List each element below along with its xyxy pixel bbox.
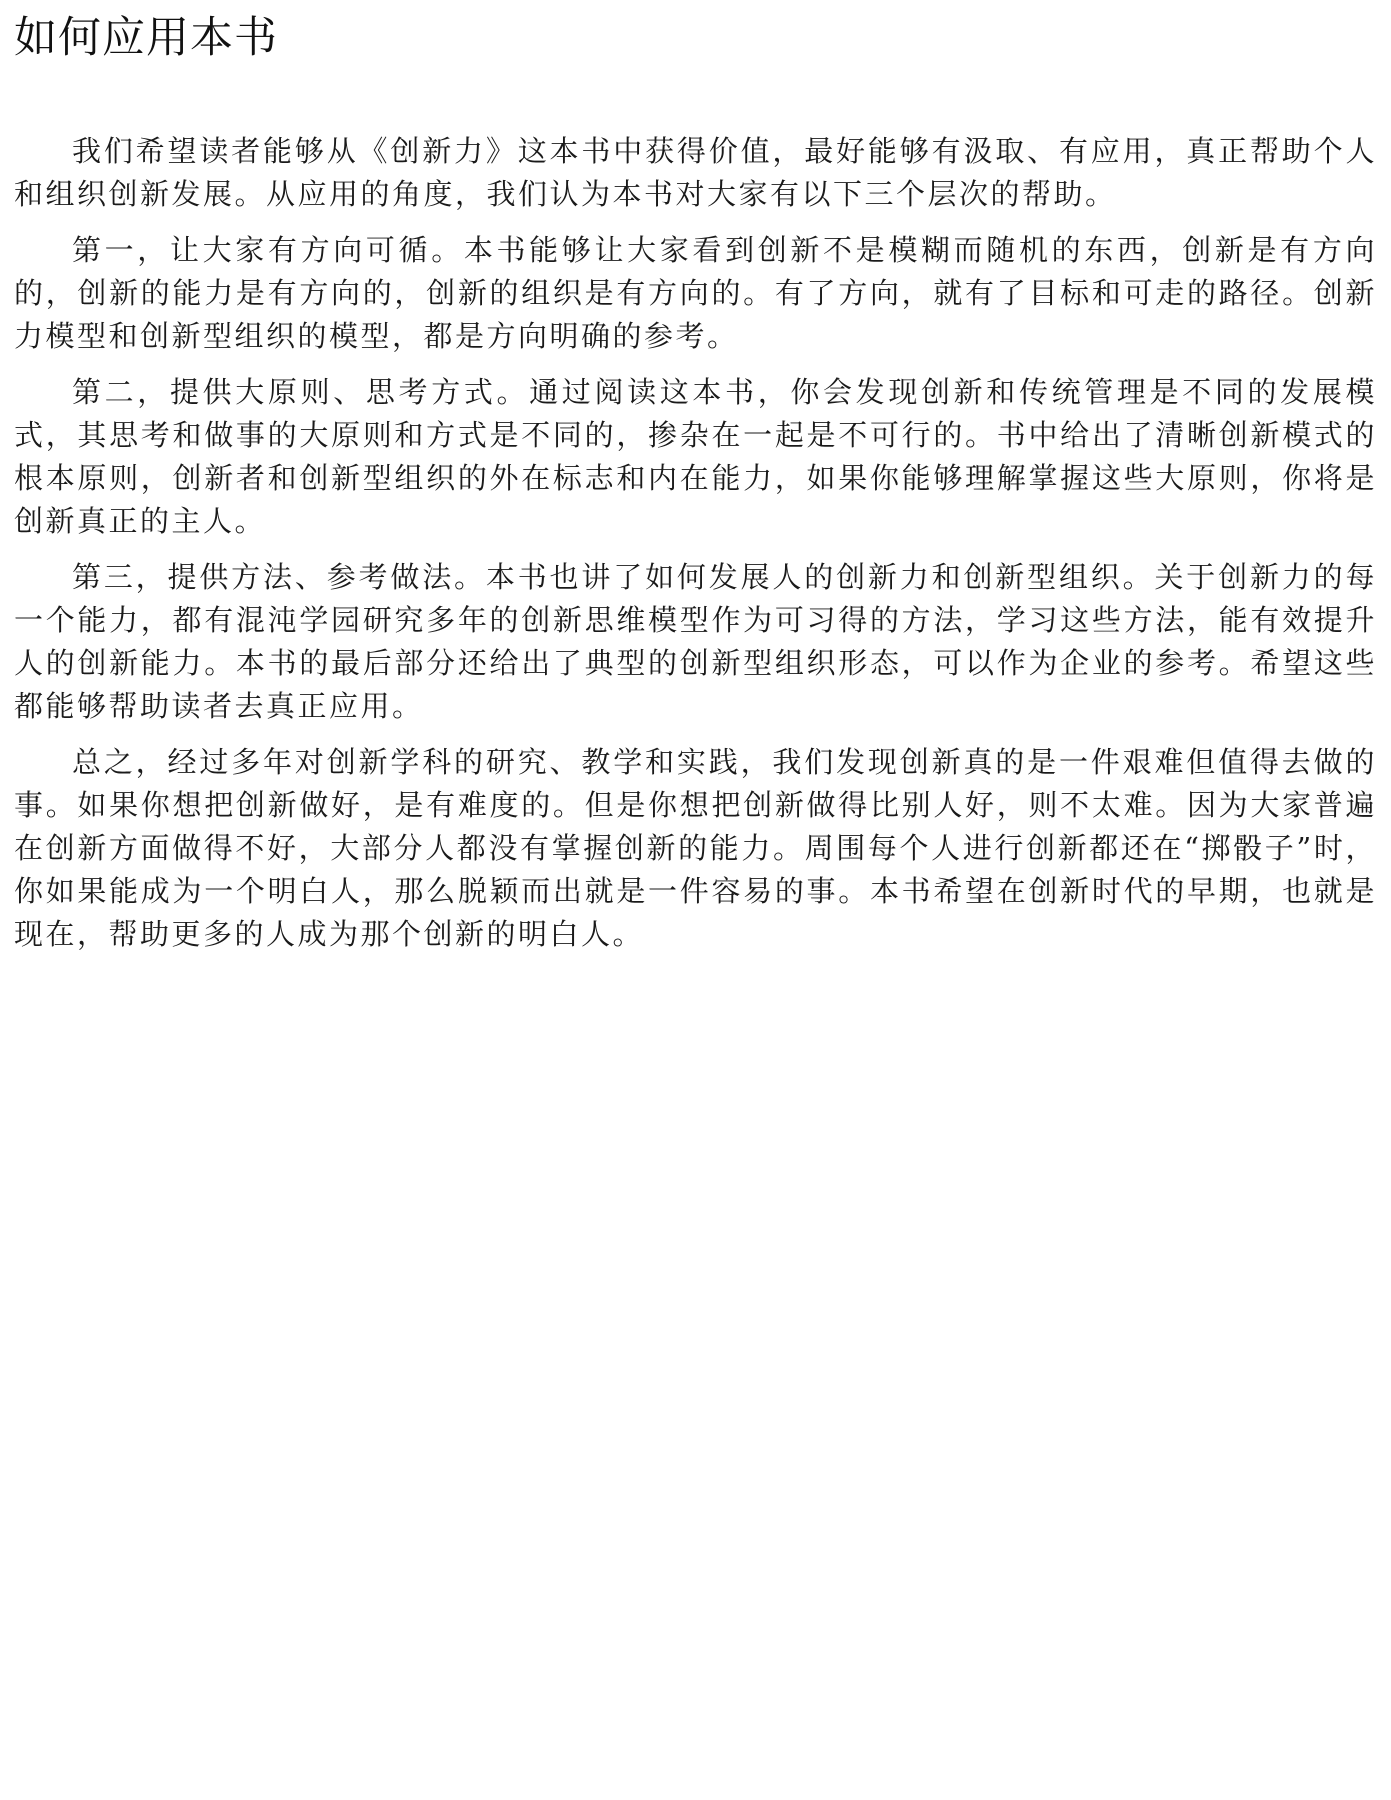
paragraph-third-point: 第三，提供方法、参考做法。本书也讲了如何发展人的创新力和创新型组织。关于创新力的每一个能力，都有混沌学园研究多年的创新思维模型作为可习得的方法，学习这些方法，能有效提升人的创新能力。本书的最后部分还给出了典型的创新型组织形态，可以作为企业的参考。希望这些都能够帮助读者去真正应用。 <box>14 560 1377 723</box>
paragraph-intro: 我们希望读者能够从《创新力》这本书中获得价值，最好能够有汲取、有应用，真正帮助个人和组织创新发展。从应用的角度，我们认为本书对大家有以下三个层次的帮助。 <box>14 134 1377 211</box>
paragraph-second-point: 第二，提供大原则、思考方式。通过阅读这本书，你会发现创新和传统管理是不同的发展模式，其思考和做事的大原则和方式是不同的，掺杂在一起是不可行的。书中给出了清晰创新模式的根本原则，创新者和创新型组织的外在标志和内在能力，如果你能够理解掌握这些大原则，你将是创新真正的主人。 <box>14 375 1377 538</box>
paragraph-conclusion: 总之，经过多年对创新学科的研究、教学和实践，我们发现创新真的是一件艰难但值得去做的事。如果你想把创新做好，是有难度的。但是你想把创新做得比别人好，则不太难。因为大家普遍在创新方面做得不好，大部分人都没有掌握创新的能力。周围每个人进行创新都还在“掷骰子”时，你如果能成为一个明白人，那么脱颖而出就是一件容易的事。本书希望在创新时代的早期，也就是现在，帮助更多的人成为那个创新的明白人。 <box>14 745 1377 951</box>
page-title: 如何应用本书 <box>14 13 278 63</box>
body-text <box>14 130 1377 956</box>
paragraph-first-point: 第一，让大家有方向可循。本书能够让大家看到创新不是模糊而随机的东西，创新是有方向的，创新的能力是有方向的，创新的组织是有方向的。有了方向，就有了目标和可走的路径。创新力模型和创新型组织的模型，都是方向明确的参考。 <box>14 233 1377 353</box>
